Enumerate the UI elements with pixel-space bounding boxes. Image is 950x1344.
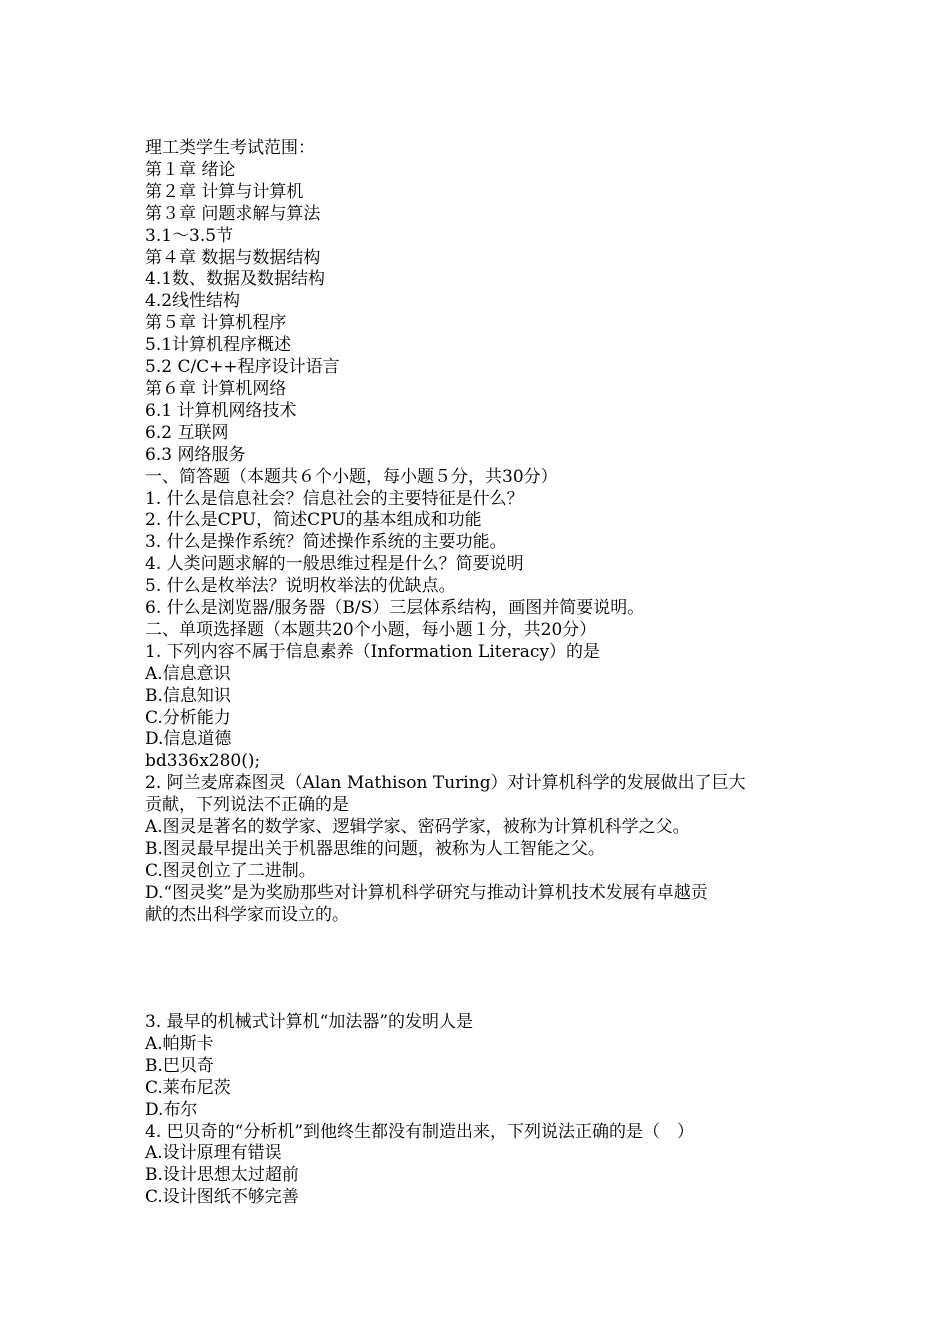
block2-line-8: B.设计思想太过超前 [145, 1165, 299, 1186]
block1-line-32: A.图灵是著名的数学家、逻辑学家、密码学家，被称为计算机科学之父。 [145, 817, 690, 838]
block1-line-35: D.“图灵奖”是为奖励那些对计算机科学研究与推动计算机技术发展有卓越贡 [145, 882, 708, 903]
block2-line-4: C.莱布尼茨 [145, 1077, 231, 1098]
block2-line-1: 3. 最早的机械式计算机“加法器”的发明人是 [145, 1012, 474, 1032]
block2-line-6: 4. 巴贝奇的“分析机”到他终生都没有制造出来，下列说法正确的是（ ） [145, 1121, 695, 1142]
block1-line-33: B.图灵最早提出关于机器思维的问题，被称为人工智能之父。 [145, 839, 605, 859]
block1-line-2: 第１章 绪论 [145, 159, 236, 180]
syllabus-and-questions-block [145, 138, 815, 927]
block1-line-4: 第３章 问题求解与算法 [145, 203, 321, 224]
questions-continued-block [145, 1012, 815, 1209]
block1-line-9: 第５章 计算机程序 [145, 313, 287, 334]
block1-line-1: 理工类学生考试范围： [145, 138, 315, 158]
block1-line-19: 3. 什么是操作系统？简述操作系统的主要功能。 [145, 532, 507, 553]
block1-line-6: 第４章 数据与数据结构 [145, 247, 321, 268]
block1-line-23: 二、单项选择题（本题共20个小题，每小题１分，共20分） [145, 619, 597, 640]
block1-line-34: C.图灵创立了二进制。 [145, 860, 316, 881]
block1-line-31: 贡献，下列说法不正确的是 [145, 795, 349, 816]
block1-line-24: 1. 下列内容不属于信息素养（Information Literacy）的是 [145, 641, 601, 662]
block1-line-30: 2. 阿兰麦席森图灵（Alan Mathison Turing）对计算机科学的发展做出了巨大 [145, 773, 746, 794]
block2-line-2: A.帕斯卡 [145, 1033, 214, 1054]
block2-line-5: D.布尔 [145, 1099, 198, 1120]
block2-line-3: B.巴贝奇 [145, 1055, 214, 1076]
block1-line-12: 第６章 计算机网络 [145, 378, 287, 399]
block1-line-28: D.信息道德 [145, 729, 232, 750]
block1-line-16: 一、简答题（本题共６个小题，每小题５分，共30分） [145, 466, 558, 487]
block1-line-36: 献的杰出科学家而设立的。 [145, 904, 349, 925]
block1-line-27: C.分析能力 [145, 707, 231, 728]
block2-line-7: A.设计原理有错误 [145, 1143, 282, 1164]
block1-line-10: 5.1计算机程序概述 [145, 335, 292, 356]
block1-line-17: 1. 什么是信息社会？信息社会的主要特征是什么？ [145, 488, 524, 509]
block1-line-14: 6.2 互联网 [145, 422, 229, 443]
block1-line-11: 5.2 C/C++程序设计语言 [145, 357, 340, 378]
block1-line-29: bd336x280(); [145, 751, 261, 772]
block1-line-25: A.信息意识 [145, 663, 231, 684]
block1-line-7: 4.1数、数据及数据结构 [145, 269, 326, 290]
block1-line-18: 2. 什么是CPU，简述CPU的基本组成和功能 [145, 510, 482, 531]
block1-line-8: 4.2线性结构 [145, 291, 241, 312]
block1-line-3: 第２章 计算与计算机 [145, 181, 304, 202]
block1-line-5: 3.1～3.5节 [145, 225, 234, 246]
block1-line-20: 4. 人类问题求解的一般思维过程是什么？简要说明 [145, 554, 524, 575]
block1-line-21: 5. 什么是枚举法？说明枚举法的优缺点。 [145, 576, 456, 597]
block1-line-26: B.信息知识 [145, 685, 231, 706]
block1-line-22: 6. 什么是浏览器/服务器（B/S）三层体系结构，画图并简要说明。 [145, 598, 645, 619]
block1-line-13: 6.1 计算机网络技术 [145, 400, 297, 421]
block1-line-15: 6.3 网络服务 [145, 444, 246, 465]
block2-line-9: C.设计图纸不够完善 [145, 1187, 299, 1208]
